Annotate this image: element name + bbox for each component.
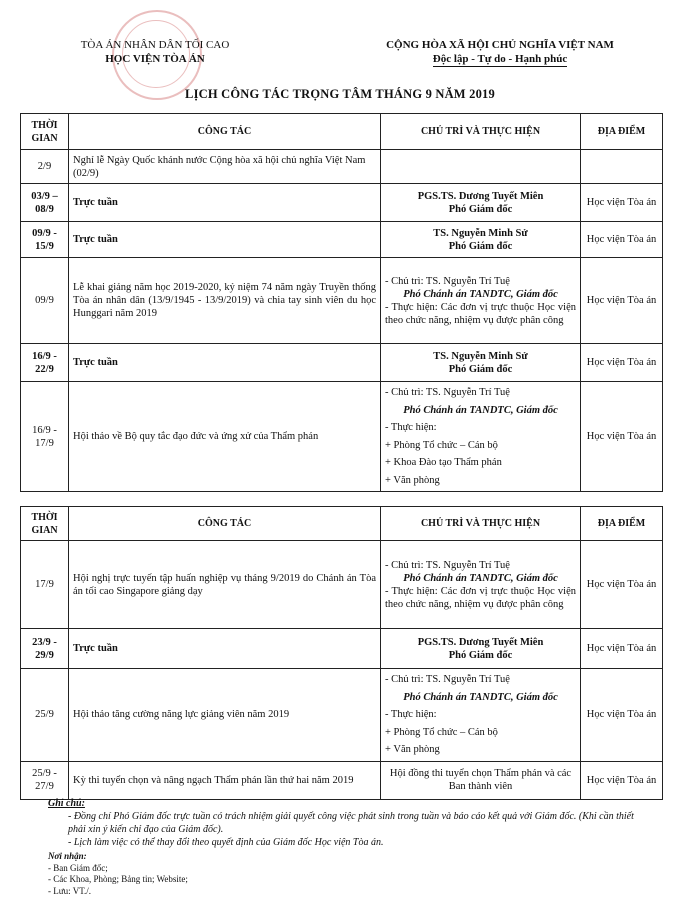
table-header-row [21,114,663,150]
host-chair: - Chủ trì: TS. Nguyễn Trí Tuệ [385,559,510,571]
table-row [21,761,663,799]
host-executor: + Văn phòng [385,474,440,486]
issuer-header [40,38,270,66]
row-work: Trực tuần [69,344,381,382]
row-host [381,150,581,184]
row-work: Trực tuần [69,222,381,258]
host-name: PGS.TS. Dương Tuyết Miên [417,190,544,202]
host-title: Phó Giám đốc [448,203,513,215]
host-chair-title: Phó Chánh án TANDTC, Giám đốc [403,691,558,703]
row-host [381,344,581,382]
row-host [381,669,581,762]
host-executors-label: - Thực hiện: [385,709,437,720]
row-place: Học viện Tòa án [581,258,663,344]
row-host [381,184,581,222]
notes-section [48,797,648,849]
row-time: 2/9 [21,150,69,184]
row-host [381,541,581,629]
row-place: Học viện Tòa án [581,382,663,492]
host-title: Phó Giám đốc [448,363,513,375]
table-row [21,541,663,629]
row-place: Học viện Tòa án [581,344,663,382]
col-header-work: CÔNG TÁC [69,507,381,541]
row-place [581,150,663,184]
row-work: Hội thảo tăng cường năng lực giảng viên năm 2019 [69,669,381,762]
table-row [21,222,663,258]
host-executor: + Khoa Đào tạo Thẩm phán [385,457,502,468]
host-chair: - Chủ trì: TS. Nguyễn Trí Tuệ [385,275,510,287]
table-row [21,184,663,222]
row-place: Học viện Tòa án [581,222,663,258]
host-chair-title: Phó Chánh án TANDTC, Giám đốc [403,288,558,300]
issuer-name: HỌC VIỆN TÒA ÁN [105,53,205,65]
host-chair: - Chủ trì: TS. Nguyễn Trí Tuệ [385,387,510,398]
table-row [21,344,663,382]
notes-heading: Ghi chú: [48,798,85,809]
host-title: Phó Giám đốc [448,649,513,661]
table-row [21,382,663,492]
host-executors: - Thực hiện: Các đơn vị trực thuộc Học viện theo chức năng, nhiệm vụ được phân công [385,585,576,610]
row-host: Hội đồng thi tuyển chọn Thẩm phán và các Ban thành viên [381,761,581,799]
col-header-work: CÔNG TÁC [69,114,381,150]
row-place: Học viện Tòa án [581,184,663,222]
row-time: 09/9 [21,258,69,344]
country-name: CỘNG HÒA XÃ HỘI CHỦ NGHĨA VIỆT NAM [386,39,614,51]
host-executor: + Phòng Tổ chức – Cán bộ [385,439,498,451]
recipients-heading: Nơi nhận: [48,851,87,861]
row-work: Trực tuần [69,629,381,669]
table-row [21,669,663,762]
table-row [21,629,663,669]
row-time: 25/9 - 27/9 [21,761,69,799]
row-time: 03/9 – 08/9 [21,184,69,222]
row-place: Học viện Tòa án [581,669,663,762]
host-chair-title: Phó Chánh án TANDTC, Giám đốc [403,572,558,584]
national-motto [360,38,640,67]
motto: Độc lập - Tự do - Hạnh phúc [432,53,568,65]
page-title: LỊCH CÔNG TÁC TRỌNG TÂM THÁNG 9 NĂM 2019 [185,87,495,101]
host-executor: + Phòng Tổ chức – Cán bộ [385,726,498,738]
issuer-parent: TÒA ÁN NHÂN DÂN TỐI CAO [80,39,230,51]
host-name: TS. Nguyễn Minh Sử [433,350,528,362]
host-executors: - Thực hiện: Các đơn vị trực thuộc Học viện theo chức năng, nhiệm vụ được phân công [385,301,576,326]
col-header-time: THỜI GIAN [21,114,69,150]
recipient-item: - Lưu: VT./. [48,885,92,896]
row-time: 09/9 - 15/9 [21,222,69,258]
row-host [381,258,581,344]
host-executor: + Văn phòng [385,744,440,755]
row-time: 16/9 - 22/9 [21,344,69,382]
col-header-host: CHỦ TRÌ VÀ THỰC HIỆN [381,507,581,541]
row-time: 16/9 - 17/9 [21,382,69,492]
row-host [381,382,581,492]
row-work: Hội nghị trực tuyến tập huấn nghiệp vụ tháng 9/2019 do Chánh án Tòa án tối cao Singapore giảng dạy [69,541,381,629]
host-title: Phó Giám đốc [448,240,513,252]
note-item: - Đồng chí Phó Giám đốc trực tuần có trách nhiệm giải quyết công việc phát sinh trong tuần và báo cáo kết quả với Giám đốc. (Khi cần thiết phải xin ý kiến chỉ đạo của Giám đốc). [68,811,634,835]
row-time: 17/9 [21,541,69,629]
host-executors-label: - Thực hiện: [385,422,437,433]
table-header-row [21,507,663,541]
note-item: - Lịch làm việc có thể thay đổi theo quyết định của Giám đốc Học viện Tòa án. [68,837,384,848]
row-time: 23/9 - 29/9 [21,629,69,669]
schedule-table-2 [20,506,663,800]
table-row [21,150,663,184]
row-place: Học viện Tòa án [581,541,663,629]
col-header-time: THỜI GIAN [21,507,69,541]
col-header-place: ĐỊA ĐIỂM [581,507,663,541]
host-chair-title: Phó Chánh án TANDTC, Giám đốc [403,404,558,416]
row-place: Học viện Tòa án [581,761,663,799]
table-row [21,258,663,344]
col-header-place: ĐỊA ĐIỂM [581,114,663,150]
row-work: Trực tuần [69,184,381,222]
recipients-section [48,851,348,897]
row-work: Lễ khai giảng năm học 2019-2020, kỷ niệm 74 năm ngày Truyền thống Tòa án nhân dân (13/9/1945 - 13/9/2019) và chia tay sinh viên du học Hunggari năm 2019 [69,258,381,344]
recipient-item: - Các Khoa, Phòng; Bảng tin; Website; [48,874,188,884]
row-host [381,629,581,669]
row-place: Học viện Tòa án [581,629,663,669]
recipient-item: - Ban Giám đốc; [48,862,108,873]
row-host [381,222,581,258]
host-name: PGS.TS. Dương Tuyết Miên [417,636,544,648]
row-work: Nghỉ lễ Ngày Quốc khánh nước Cộng hòa xã hội chủ nghĩa Việt Nam (02/9) [69,150,381,184]
row-work: Kỳ thi tuyển chọn và nâng ngạch Thẩm phán lần thứ hai năm 2019 [69,761,381,799]
row-time: 25/9 [21,669,69,762]
schedule-table-1 [20,113,663,492]
row-work: Hội thảo về Bộ quy tắc đạo đức và ứng xử của Thẩm phán [69,382,381,492]
host-chair: - Chủ trì: TS. Nguyễn Trí Tuệ [385,674,510,685]
col-header-host: CHỦ TRÌ VÀ THỰC HIỆN [381,114,581,150]
host-name: TS. Nguyễn Minh Sử [433,227,528,239]
